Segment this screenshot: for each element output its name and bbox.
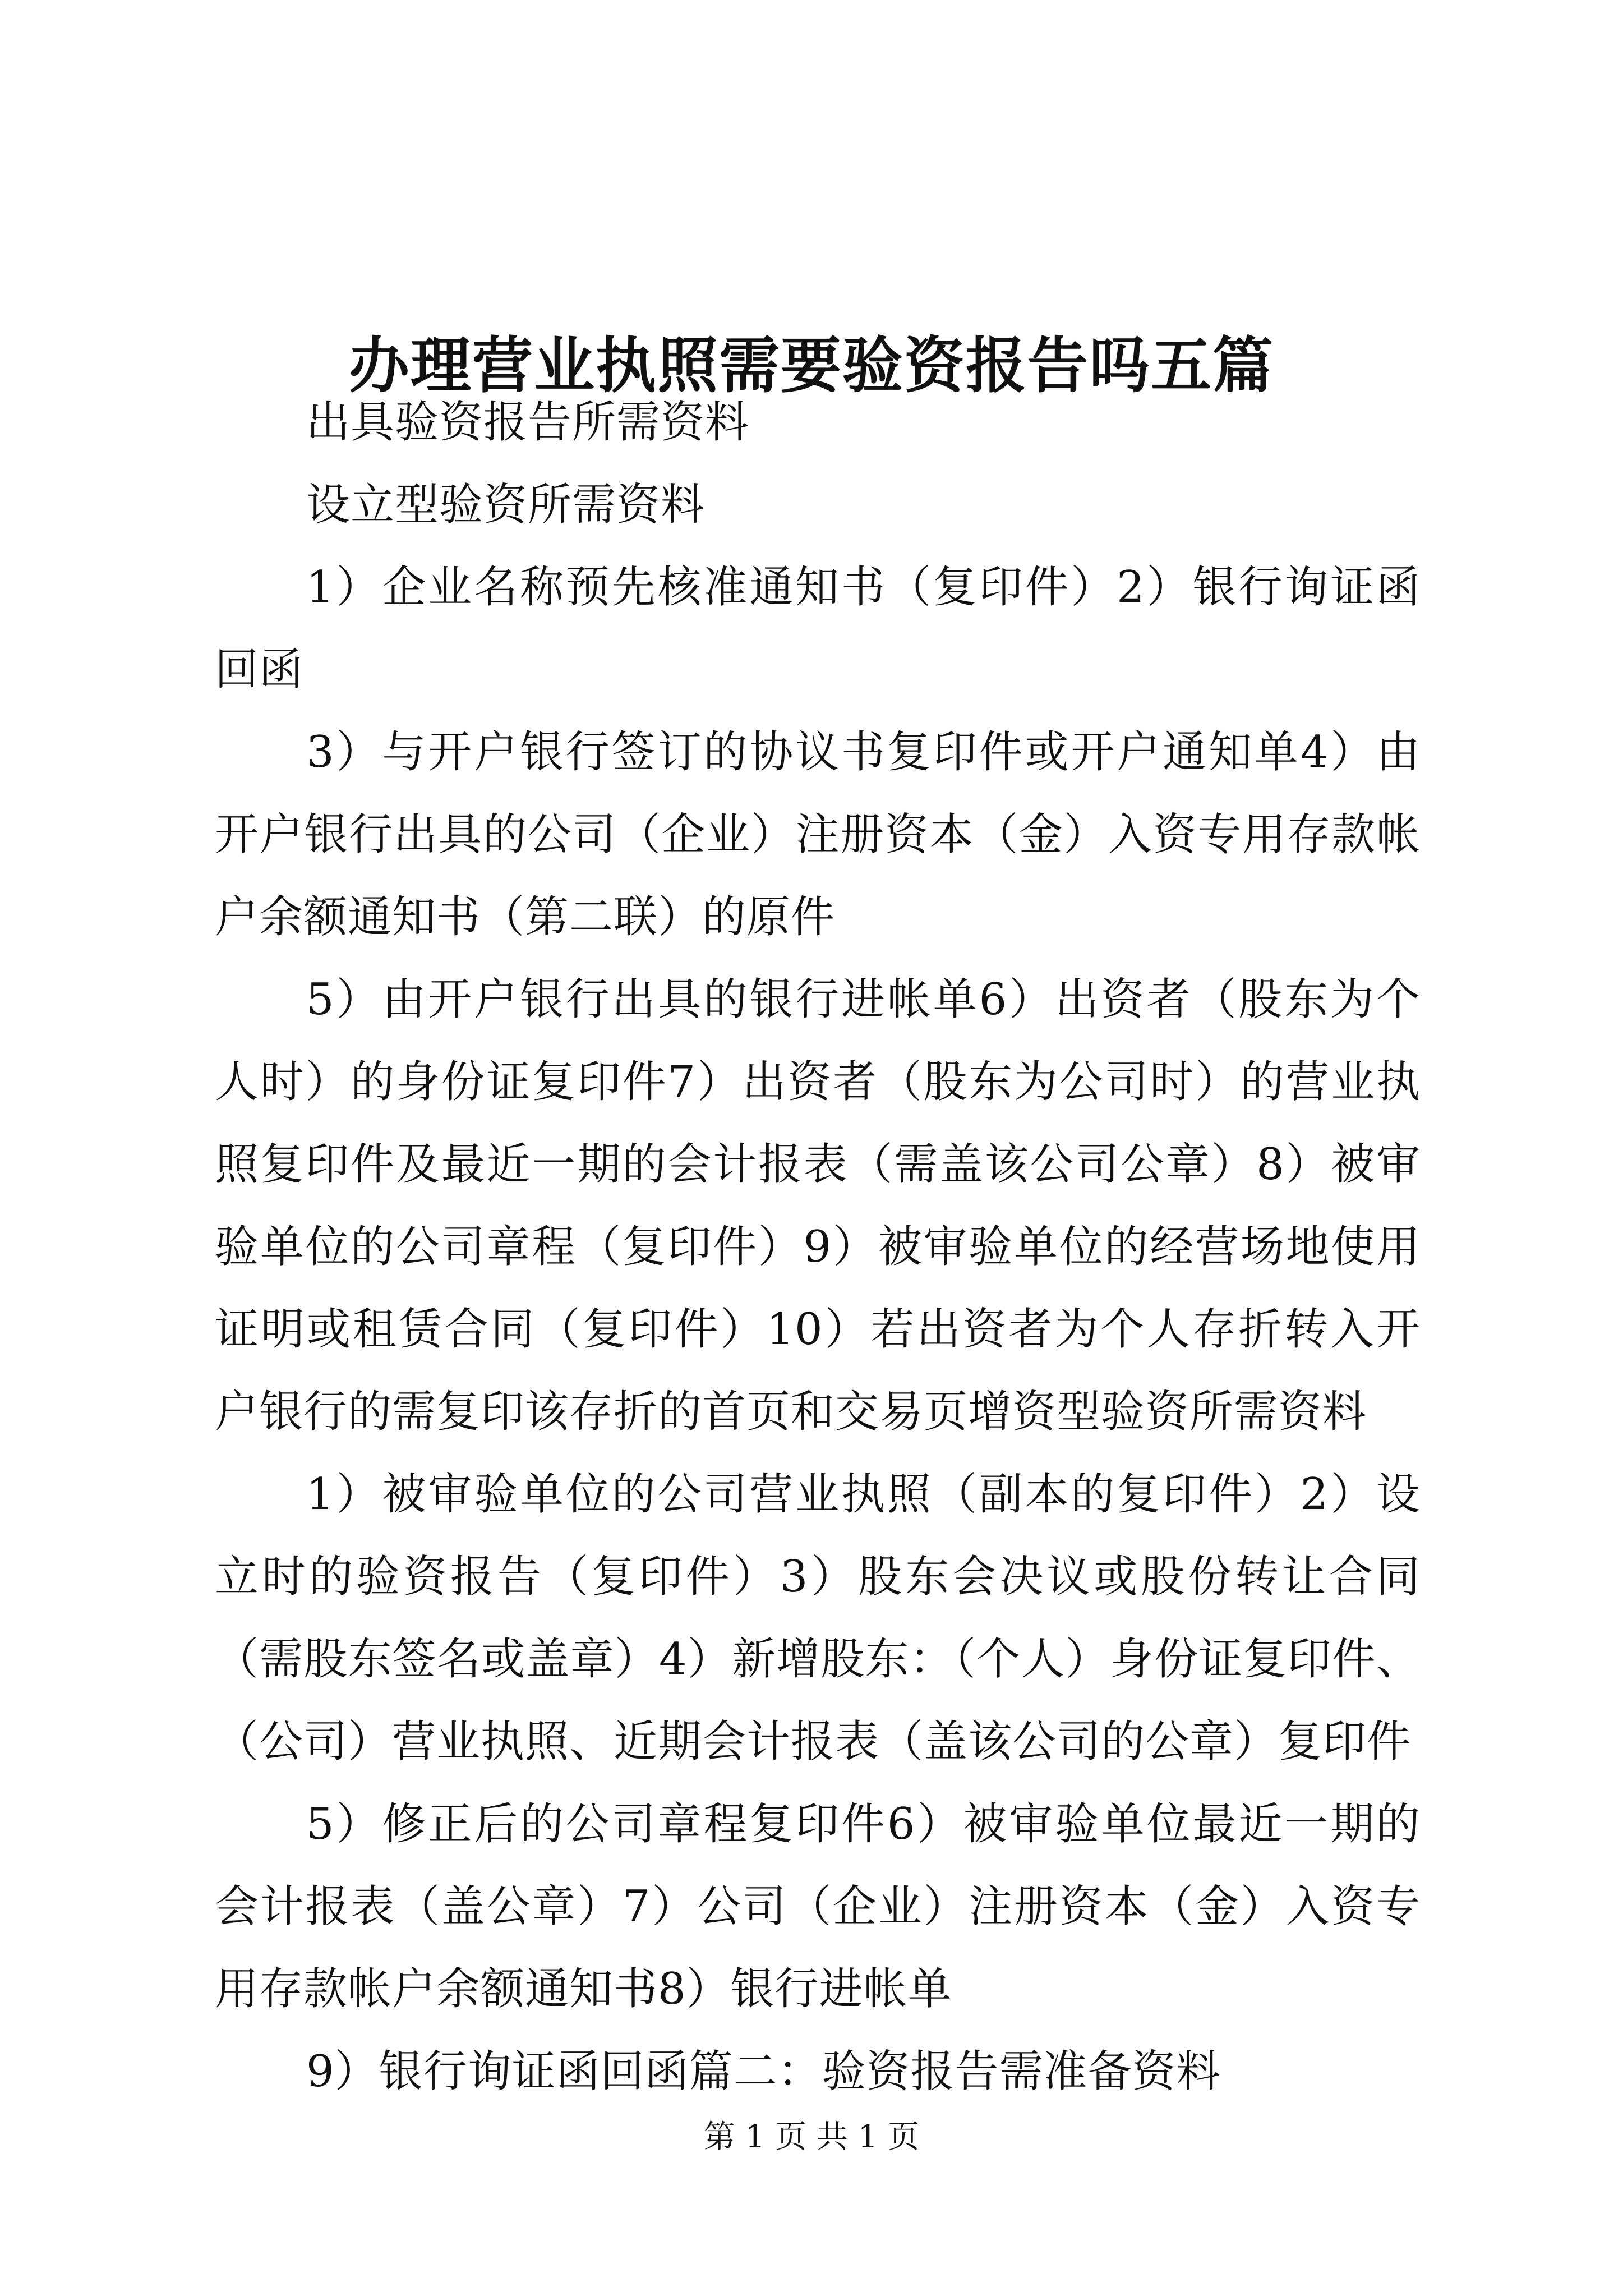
- paragraph-7: 5）修正后的公司章程复印件6）被审验单位最近一期的会计报表（盖公章）7）公司（企业）注册资本（金）入资专用存款帐户余额通知书8）银行进帐单: [215, 1799, 1421, 2014]
- paragraph-2: 设立型验资所需资料: [306, 480, 706, 530]
- document-body: [215, 381, 1421, 2113]
- paragraph-4: 3）与开户银行签订的协议书复印件或开户通知单4）由开户银行出具的公司（企业）注册资本（金）入资专用存款帐户余额通知书（第二联）的原件: [215, 727, 1421, 942]
- paragraph-3: 1）企业名称预先核准通知书（复印件）2）银行询证函回函: [215, 562, 1421, 695]
- paragraph-8: 9）银行询证函回函篇二：验资报告需准备资料: [306, 2046, 1221, 2097]
- document-title: 办理营业执照需要验资报告吗五篇: [348, 330, 1274, 402]
- paragraph-6: 1）被审验单位的公司营业执照（副本的复印件）2）设立时的验资报告（复印件）3）股东会决议或股份转让合同（需股东签名或盖章）4）新增股东：（个人）身份证复印件、（公司）营业执照、近期会计报表（盖该公司的公章）复印件: [215, 1469, 1421, 1767]
- paragraph-5: 5）由开户银行出具的银行进帐单6）出资者（股东为个人时）的身份证复印件7）出资者（股东为公司时）的营业执照复印件及最近一期的会计报表（需盖该公司公章）8）被审验单位的公司章程（复印件）9）被审验单位的经营场地使用证明或租赁合同（复印件）10）若出资者为个人存折转入开户银行的需复印该存折的首页和交易页增资型验资所需资料: [215, 974, 1421, 1437]
- paragraph-1: 出具验资报告所需资料: [306, 397, 750, 448]
- page-footer: 第 1 页 共 1 页: [703, 2119, 920, 2155]
